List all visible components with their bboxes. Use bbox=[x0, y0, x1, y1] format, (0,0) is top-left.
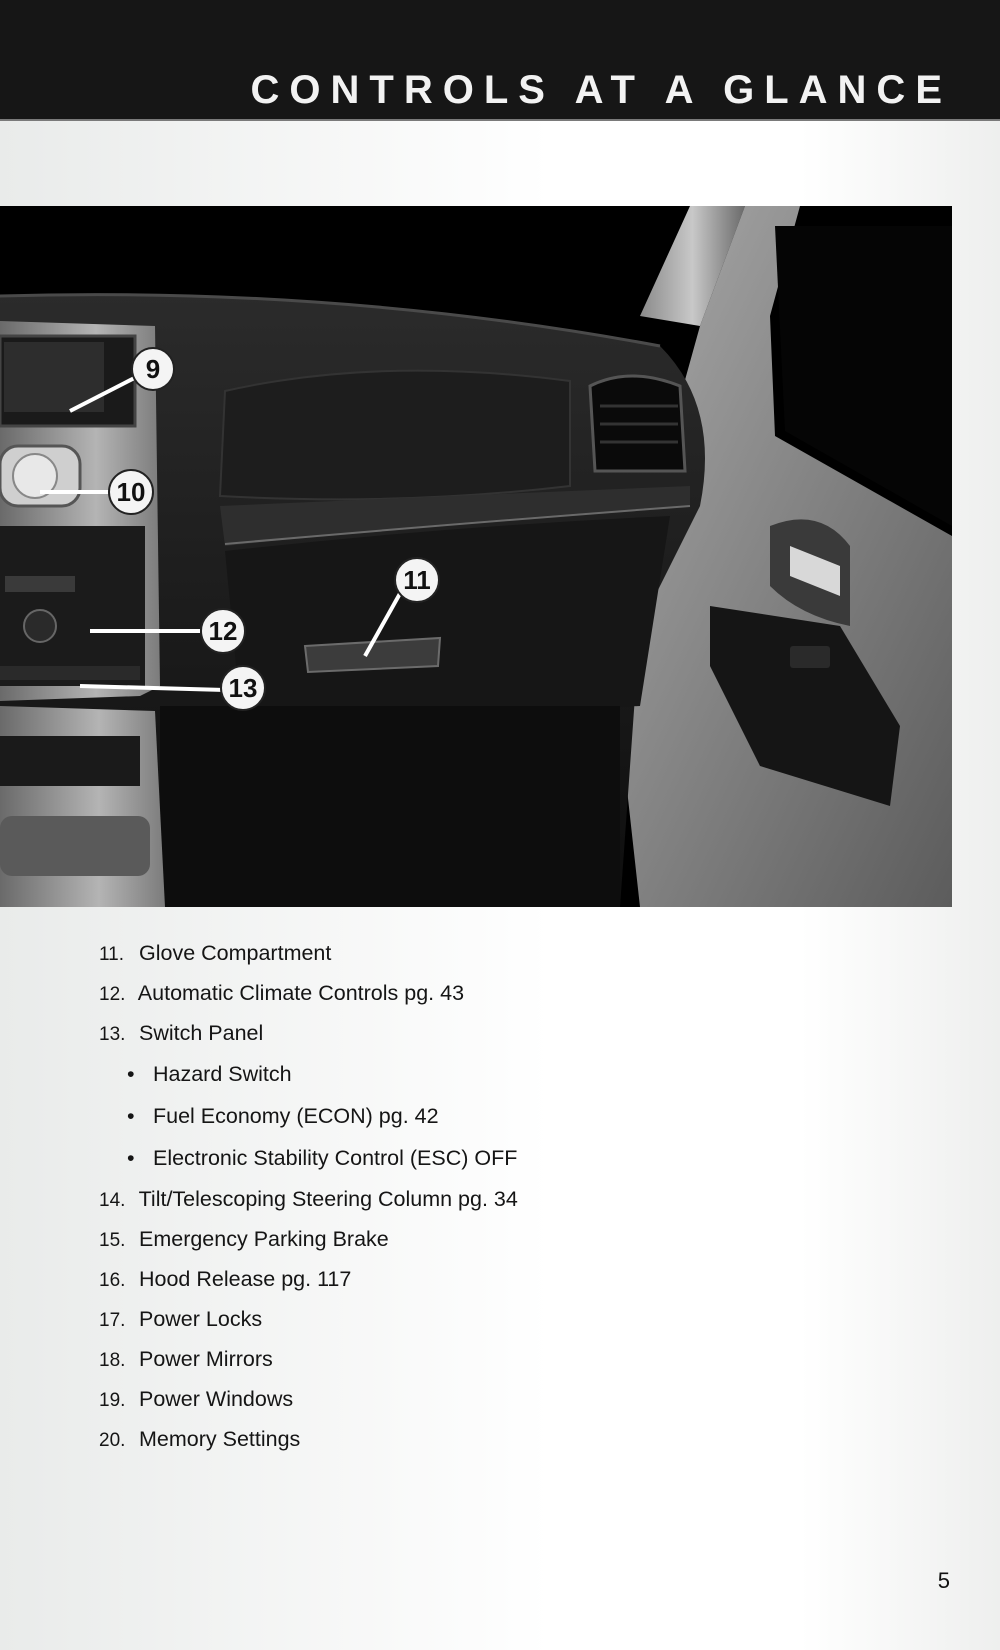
page-number: 5 bbox=[937, 1568, 950, 1593]
list-item bbox=[99, 1013, 899, 1053]
list-item bbox=[99, 1259, 899, 1299]
controls-list bbox=[99, 933, 899, 1459]
list-item bbox=[99, 1299, 899, 1339]
callout-10 bbox=[109, 470, 153, 514]
callout-12 bbox=[201, 609, 245, 653]
sub-list-item bbox=[99, 1095, 899, 1137]
sub-list-item bbox=[99, 1137, 899, 1179]
sub-item-label: Electronic Stability Control (ESC) OFF bbox=[152, 1146, 518, 1170]
item-number: 16. bbox=[99, 1270, 126, 1291]
bullet: • bbox=[127, 1062, 135, 1086]
svg-text:13: 13 bbox=[228, 673, 258, 703]
item-label: Emergency Parking Brake bbox=[138, 1227, 389, 1251]
list-item bbox=[99, 973, 899, 1013]
list-item bbox=[99, 933, 899, 973]
callout-9 bbox=[132, 348, 174, 390]
item-label: Hood Release pg. 117 bbox=[138, 1267, 352, 1291]
dashboard-photo bbox=[0, 206, 952, 907]
page-header bbox=[0, 0, 1000, 121]
item-label: Glove Compartment bbox=[138, 941, 332, 965]
item-label: Tilt/Telescoping Steering Column pg. 34 bbox=[138, 1187, 518, 1211]
sub-item-label: Fuel Economy (ECON) pg. 42 bbox=[152, 1104, 439, 1128]
item-number: 18. bbox=[99, 1350, 126, 1371]
list-item bbox=[99, 1179, 899, 1219]
page-title: CONTROLS AT A GLANCE bbox=[250, 68, 952, 112]
item-number: 17. bbox=[99, 1310, 126, 1331]
item-number: 20. bbox=[99, 1430, 126, 1451]
item-label: Switch Panel bbox=[138, 1021, 264, 1045]
svg-text:9: 9 bbox=[145, 354, 161, 384]
item-number: 13. bbox=[99, 1024, 126, 1045]
svg-text:12: 12 bbox=[208, 616, 238, 646]
callout-11 bbox=[395, 558, 439, 602]
svg-text:11: 11 bbox=[403, 565, 431, 595]
item-number: 11. bbox=[99, 944, 125, 965]
sub-list-item bbox=[99, 1053, 899, 1095]
sub-item-label: Hazard Switch bbox=[152, 1062, 292, 1086]
item-label: Power Locks bbox=[138, 1307, 263, 1331]
list-item bbox=[99, 1419, 899, 1459]
item-number: 19. bbox=[99, 1390, 126, 1411]
bullet: • bbox=[127, 1104, 135, 1128]
item-number: 14. bbox=[99, 1190, 126, 1211]
bullet: • bbox=[127, 1146, 135, 1170]
list-item bbox=[99, 1379, 899, 1419]
item-label: Power Mirrors bbox=[138, 1347, 273, 1371]
svg-text:10: 10 bbox=[116, 477, 146, 507]
item-label: Memory Settings bbox=[138, 1427, 301, 1451]
item-label: Automatic Climate Controls pg. 43 bbox=[137, 981, 465, 1005]
dashboard-illustration bbox=[0, 206, 952, 907]
item-number: 15. bbox=[99, 1230, 126, 1251]
list-item bbox=[99, 1219, 899, 1259]
item-number: 12. bbox=[99, 984, 126, 1005]
item-label: Power Windows bbox=[138, 1387, 294, 1411]
callout-13 bbox=[221, 666, 265, 710]
list-item bbox=[99, 1339, 899, 1379]
